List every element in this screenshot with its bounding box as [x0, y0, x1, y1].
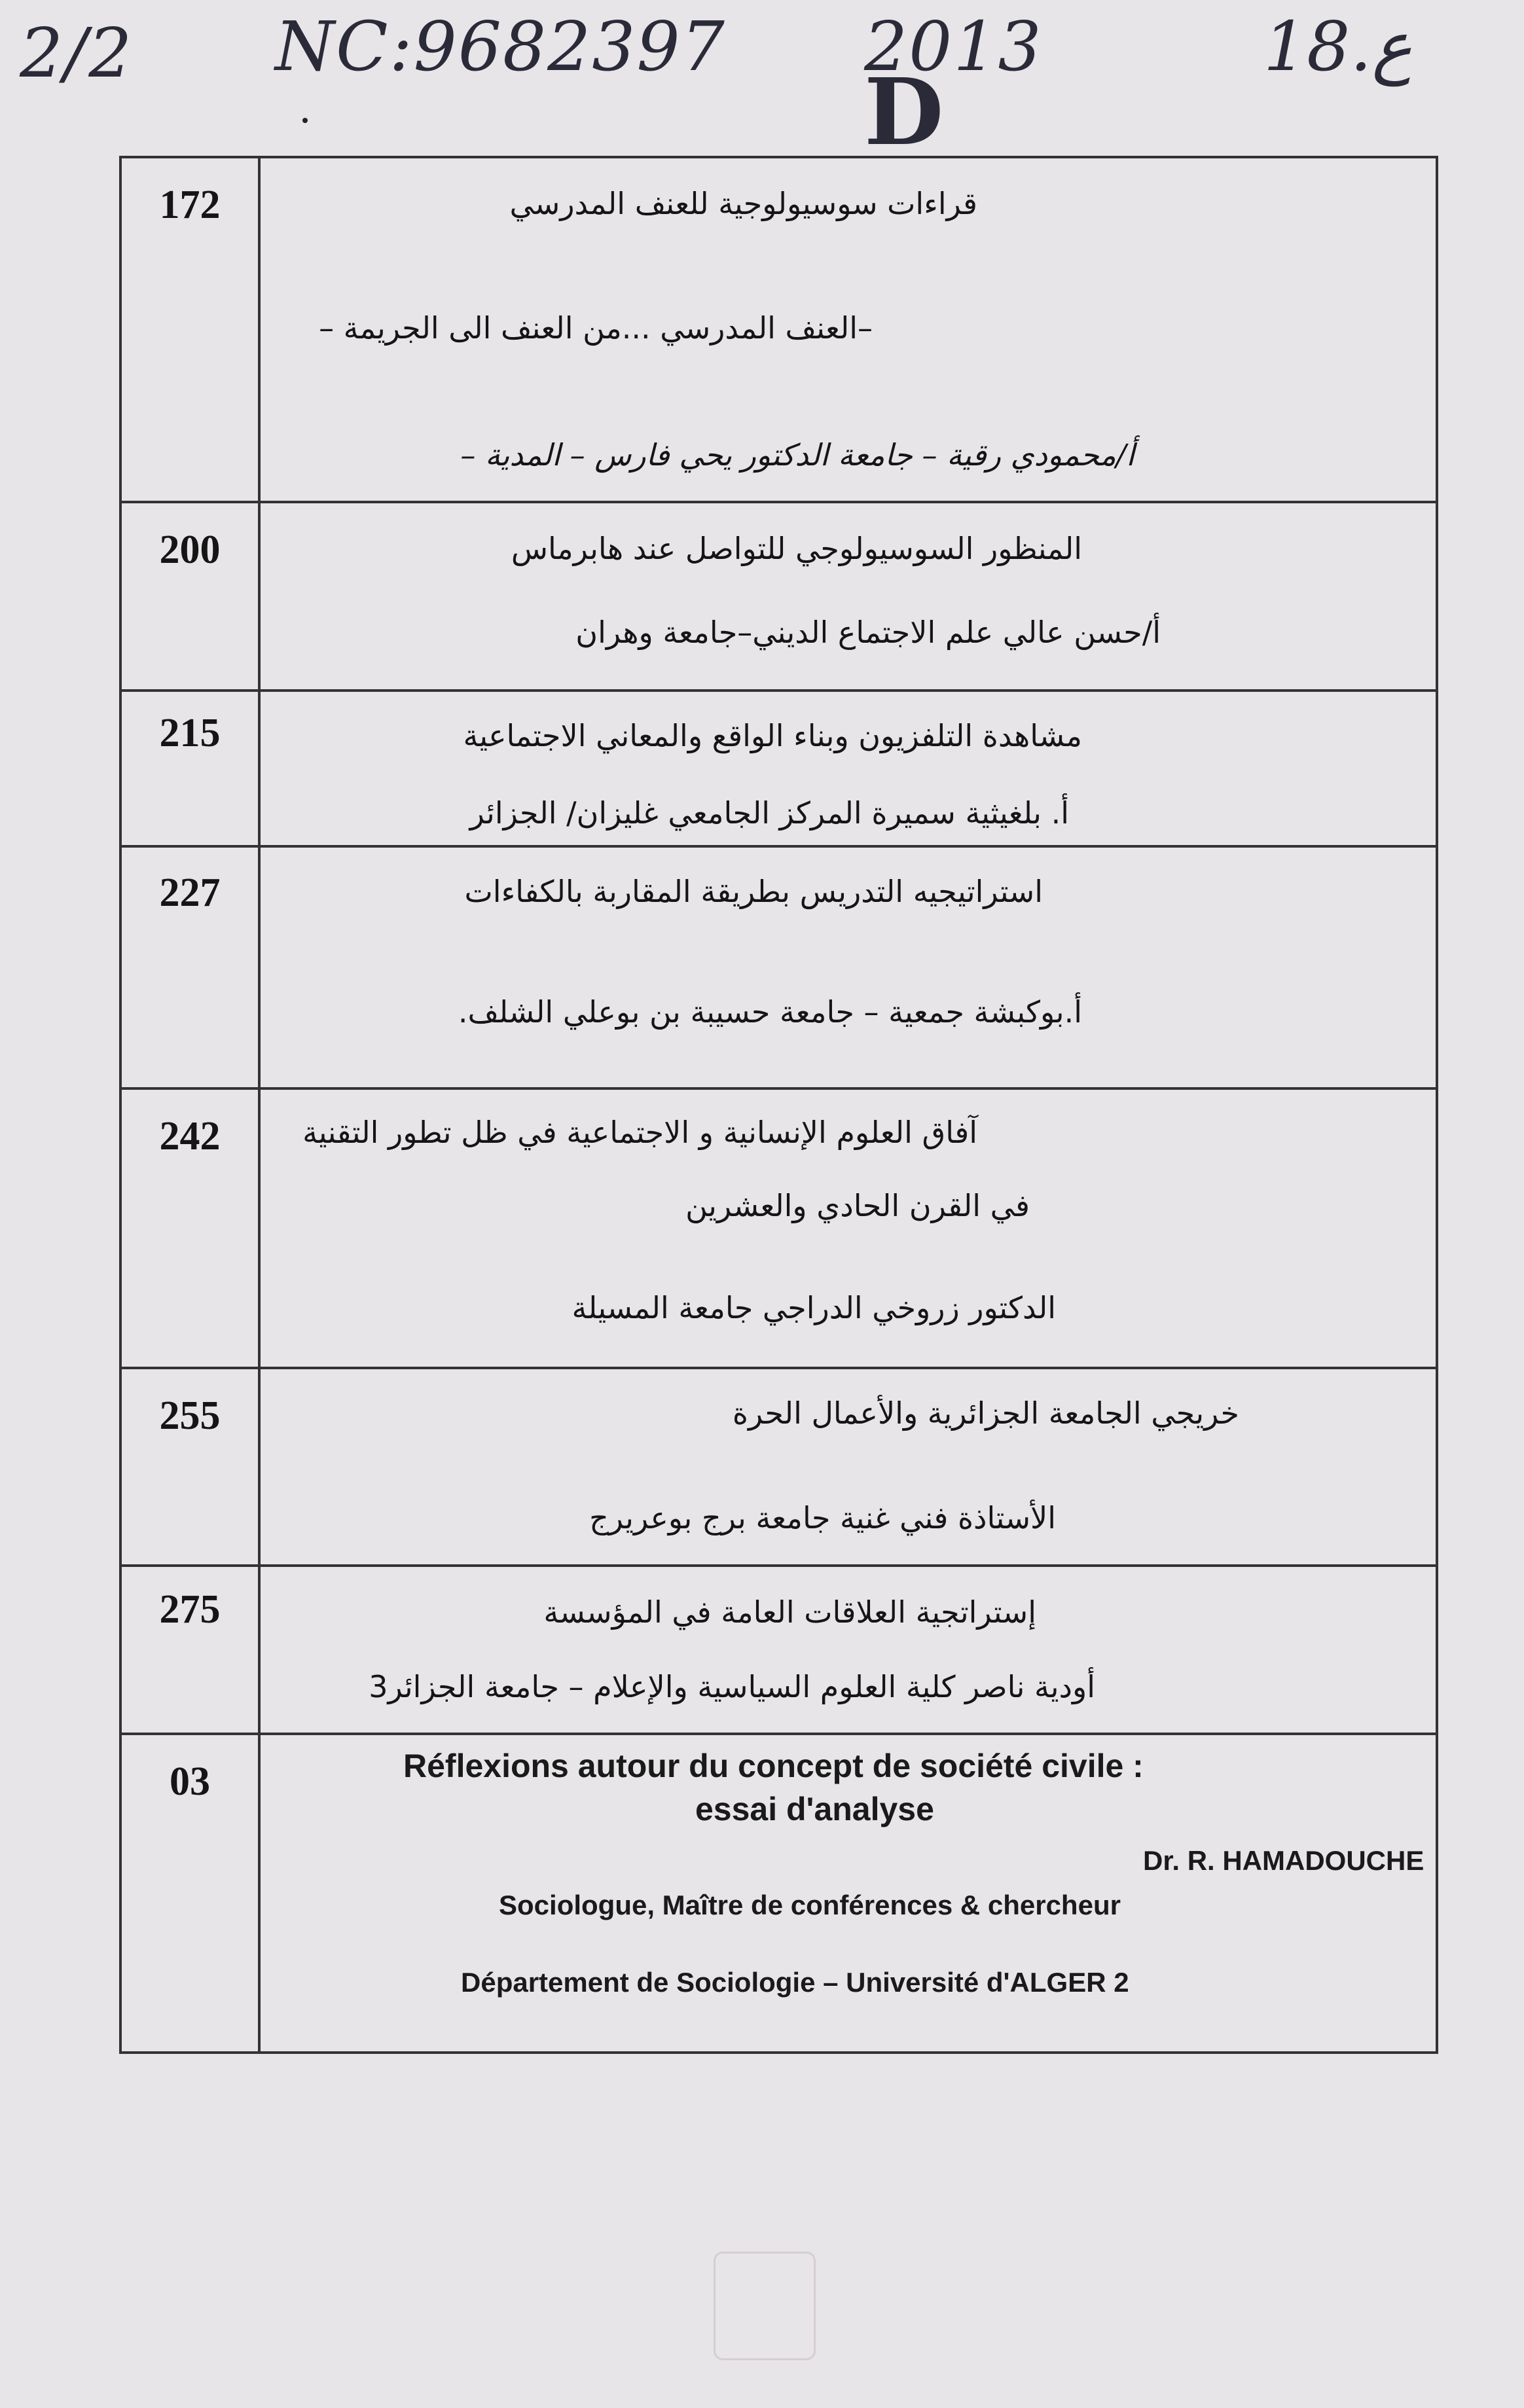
page-number: 255	[159, 1393, 221, 1438]
page-number: 03	[170, 1759, 210, 1804]
handwritten-year: 2013	[864, 7, 1043, 86]
author-affiliation: Département de Sociologie – Université d'ALGER 2	[461, 1967, 1129, 1998]
article-title: خريجي الجامعة الجزائرية والأعمال الحرة	[732, 1395, 1239, 1431]
author-affiliation: أودية ناصر كلية العلوم السياسية والإعلام – جامعة الجزائر3	[369, 1669, 1095, 1704]
page-number: 172	[159, 183, 221, 227]
author-affiliation: الدكتور زروخي الدراجي جامعة المسيلة	[572, 1290, 1056, 1325]
faint-stamp	[714, 2252, 816, 2360]
handwritten-code: NC:9682397	[275, 7, 726, 86]
author-affiliation: أ.بوكبشة جمعية – جامعة حسيبة بن بوعلي الشلف.	[458, 994, 1082, 1030]
table-row	[122, 848, 1436, 1090]
article-subtitle: –العنف المدرسي ...من العنف الى الجريمة –	[319, 310, 873, 346]
handwritten-page-number: 2/2	[20, 13, 134, 93]
article-title: إستراتجية العلاقات العامة في المؤسسة	[543, 1594, 1036, 1630]
table-row	[122, 503, 1436, 692]
contents-table	[119, 156, 1438, 2054]
handwritten-reference: 18.ع	[1263, 7, 1413, 86]
table-row	[122, 1090, 1436, 1369]
table-row	[122, 1369, 1436, 1567]
table-row	[122, 158, 1436, 503]
article-title: المنظور السوسيولوجي للتواصل عند هابرماس	[511, 531, 1082, 566]
table-row	[122, 1735, 1436, 2051]
page-number: 215	[159, 711, 221, 755]
author-title: Sociologue, Maître de conférences & chercheur	[499, 1890, 1121, 1920]
author-name: Dr. R. HAMADOUCHE	[1143, 1845, 1424, 1876]
article-title: آفاق العلوم الإنسانية و الاجتماعية في ظل تطور التقنية	[302, 1115, 977, 1150]
ink-dot	[302, 118, 308, 123]
handwritten-letter: D	[864, 59, 945, 166]
page-number: 200	[159, 528, 221, 572]
author-affiliation: الأستاذة فني غنية جامعة برج بوعريرج	[589, 1500, 1056, 1536]
author-affiliation: أ/محمودي رقية – جامعة الدكتور يحي فارس – المدية –	[460, 437, 1134, 473]
article-title: مشاهدة التلفزيون وبناء الواقع والمعاني الاجتماعية	[463, 718, 1082, 753]
article-title: قراءات سوسيولوجية للعنف المدرسي	[509, 186, 977, 221]
article-title: استراتيجيه التدريس بطريقة المقاربة بالكفاءات	[464, 874, 1043, 909]
table-row	[122, 692, 1436, 848]
page-number: 275	[159, 1587, 221, 1632]
author-affiliation: أ. بلغيثية سميرة المركز الجامعي غليزان/ الجزائر	[469, 795, 1069, 831]
article-title: Réflexions autour du concept de société civile :	[403, 1748, 1144, 1784]
table-row	[122, 1567, 1436, 1735]
page-number: 227	[159, 871, 221, 915]
author-affiliation: أ/حسن عالي علم الاجتماع الديني–جامعة وهران	[575, 615, 1161, 650]
article-title-continued: essai d'analyse	[695, 1791, 934, 1827]
article-title-continued: في القرن الحادي والعشرين	[685, 1188, 1030, 1223]
page-number: 242	[159, 1114, 221, 1159]
